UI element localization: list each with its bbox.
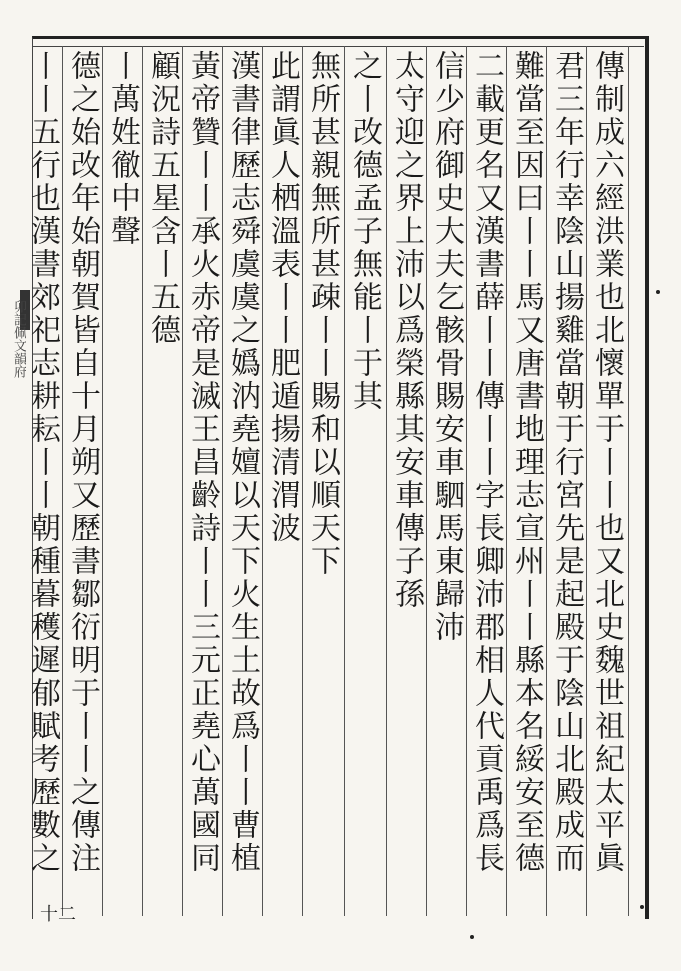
- column-rule: [142, 46, 143, 916]
- text-column-1: 傳制成六經洪業也北懷單于丨丨也又北史魏世祖紀太平眞: [589, 50, 624, 875]
- page-number: 十二: [40, 904, 76, 925]
- text-column-10: 漢書律歷志舜虞虞之嬀汭堯嬗以天下火生土故爲丨丨曹植: [225, 50, 260, 875]
- column-rule: [546, 46, 547, 916]
- text-column-2: 君三年行幸陰山揚雞當朝于行宮先是起殿于陰山北殿成而: [549, 50, 584, 875]
- column-rule: [386, 46, 387, 916]
- text-column-7: 之丨改德孟子無能丨于其: [347, 50, 382, 413]
- text-column-6: 太守迎之界上沛以爲榮縣其安車傳子孫: [389, 50, 424, 611]
- column-rule: [182, 46, 183, 916]
- column-rule: [62, 46, 63, 916]
- text-column-3: 難當至因曰丨丨馬又唐書地理志宣州丨丨縣本名綏安至德: [509, 50, 544, 875]
- text-column-8: 無所甚親無所甚疎丨丨賜和以順天下: [305, 50, 340, 578]
- text-column-15: 丨丨五行也漢書郊祀志耕耘丨丨朝種暮穫遲郁賦考歷數之: [25, 50, 60, 875]
- column-rule: [222, 46, 223, 916]
- text-column-12: 顧況詩五星含丨五德: [145, 50, 180, 347]
- column-rule: [262, 46, 263, 916]
- text-column-11: 黃帝贊丨丨承火赤帝是滅王昌齡詩丨丨三元正堯心萬國同: [185, 50, 220, 875]
- column-rule: [586, 46, 587, 916]
- column-rule: [344, 46, 345, 916]
- column-rule: [426, 46, 427, 916]
- text-column-9: 此謂眞人栖溫表丨丨肥遁揚清渭波: [265, 50, 300, 545]
- text-column-4: 二載更名又漢書薛丨丨傳丨丨字長卿沛郡相人代貢禹爲長: [469, 50, 504, 875]
- page-border-top-rule: [32, 46, 644, 47]
- column-rule: [628, 46, 629, 916]
- ink-speck: [470, 935, 474, 939]
- column-rule: [302, 46, 303, 916]
- column-rule: [102, 46, 103, 916]
- column-rule: [506, 46, 507, 916]
- text-column-14: 德之始改年始朝賀皆自十月朔又歷書鄒衍明于丨丨之傳注: [65, 50, 100, 875]
- margin-ear-text: 卯記佩文韻府: [11, 300, 26, 378]
- text-column-13: 丨萬姓徹中聲: [105, 50, 140, 248]
- ink-speck: [640, 905, 644, 909]
- ink-speck: [656, 290, 660, 294]
- text-column-5: 信少府御史大夫乞骸骨賜安車駟馬東歸沛: [429, 50, 464, 644]
- column-rule: [466, 46, 467, 916]
